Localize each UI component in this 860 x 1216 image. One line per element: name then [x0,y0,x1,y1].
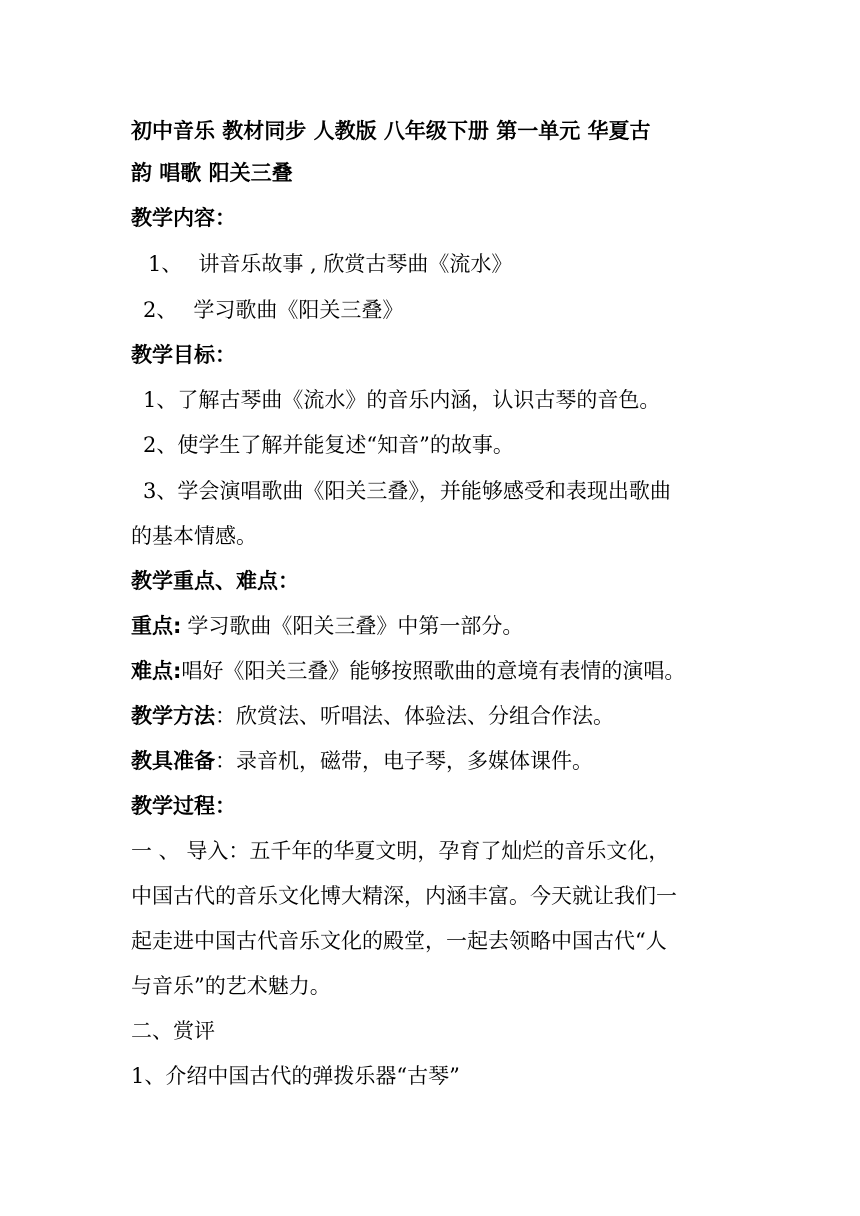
content-item-number: 2、 [143,298,178,322]
teaching-tools-label: 教具准备 [131,749,215,773]
content-item-1 [148,249,758,279]
difficulty-row [131,656,741,686]
teaching-method-row [131,701,741,731]
teaching-method-label: 教学方法 [131,704,215,728]
document-title-line-1: 初中音乐 教材同步 人教版 八年级下册 第一单元 华夏古 [131,119,651,143]
intro-line-2: 中国古代的音乐文化博大精深，内涵丰富。今天就让我们一 [131,884,677,908]
goal-item-1: 1、了解古琴曲《流水》的音乐内涵，认识古琴的音色。 [143,388,661,412]
key-point-label: 重点: [131,614,182,638]
process-heading: 教学过程： [131,794,236,818]
content-item-2 [143,295,753,325]
key-point-text: 学习歌曲《阳关三叠》中第一部分。 [187,614,524,638]
difficulty-label: 难点: [131,659,182,683]
section-2-item-1: 1、介绍中国古代的弹拨乐器“古琴” [131,1064,460,1088]
document-title-line-2: 韵 唱歌 阳关三叠 [131,161,293,185]
goals-heading: 教学目标： [131,343,236,367]
intro-line-3: 起走进中国古代音乐文化的殿堂，一起去领略中国古代“人 [131,929,667,953]
content-item-number: 1、 [148,252,183,276]
goal-item-2: 2、使学生了解并能复述“知音”的故事。 [143,433,514,457]
goal-item-3: 3、学会演唱歌曲《阳关三叠》，并能够感受和表现出歌曲 [143,479,671,503]
teaching-tools-row [131,746,741,776]
section-2-heading: 二、赏评 [131,1019,215,1043]
content-heading: 教学内容： [131,206,236,230]
teaching-tools-text: ：录音机，磁带，电子琴，多媒体课件。 [215,749,593,773]
key-point-row [131,611,741,641]
content-item-text: 讲音乐故事 , 欣赏古琴曲《流水》 [198,252,513,276]
difficulty-text: 唱好《阳关三叠》能够按照歌曲的意境有表情的演唱。 [181,659,686,683]
key-points-heading: 教学重点、难点： [131,569,299,593]
intro-line-4: 与音乐”的艺术魅力。 [131,974,331,998]
intro-line-1: 一 、 导入：五千年的华夏文明，孕育了灿烂的音乐文化， [131,839,670,863]
goal-item-3-continued: 的基本情感。 [131,524,257,548]
teaching-method-text: ：欣赏法、听唱法、体验法、分组合作法。 [215,704,614,728]
content-item-text: 学习歌曲《阳关三叠》 [193,298,404,322]
